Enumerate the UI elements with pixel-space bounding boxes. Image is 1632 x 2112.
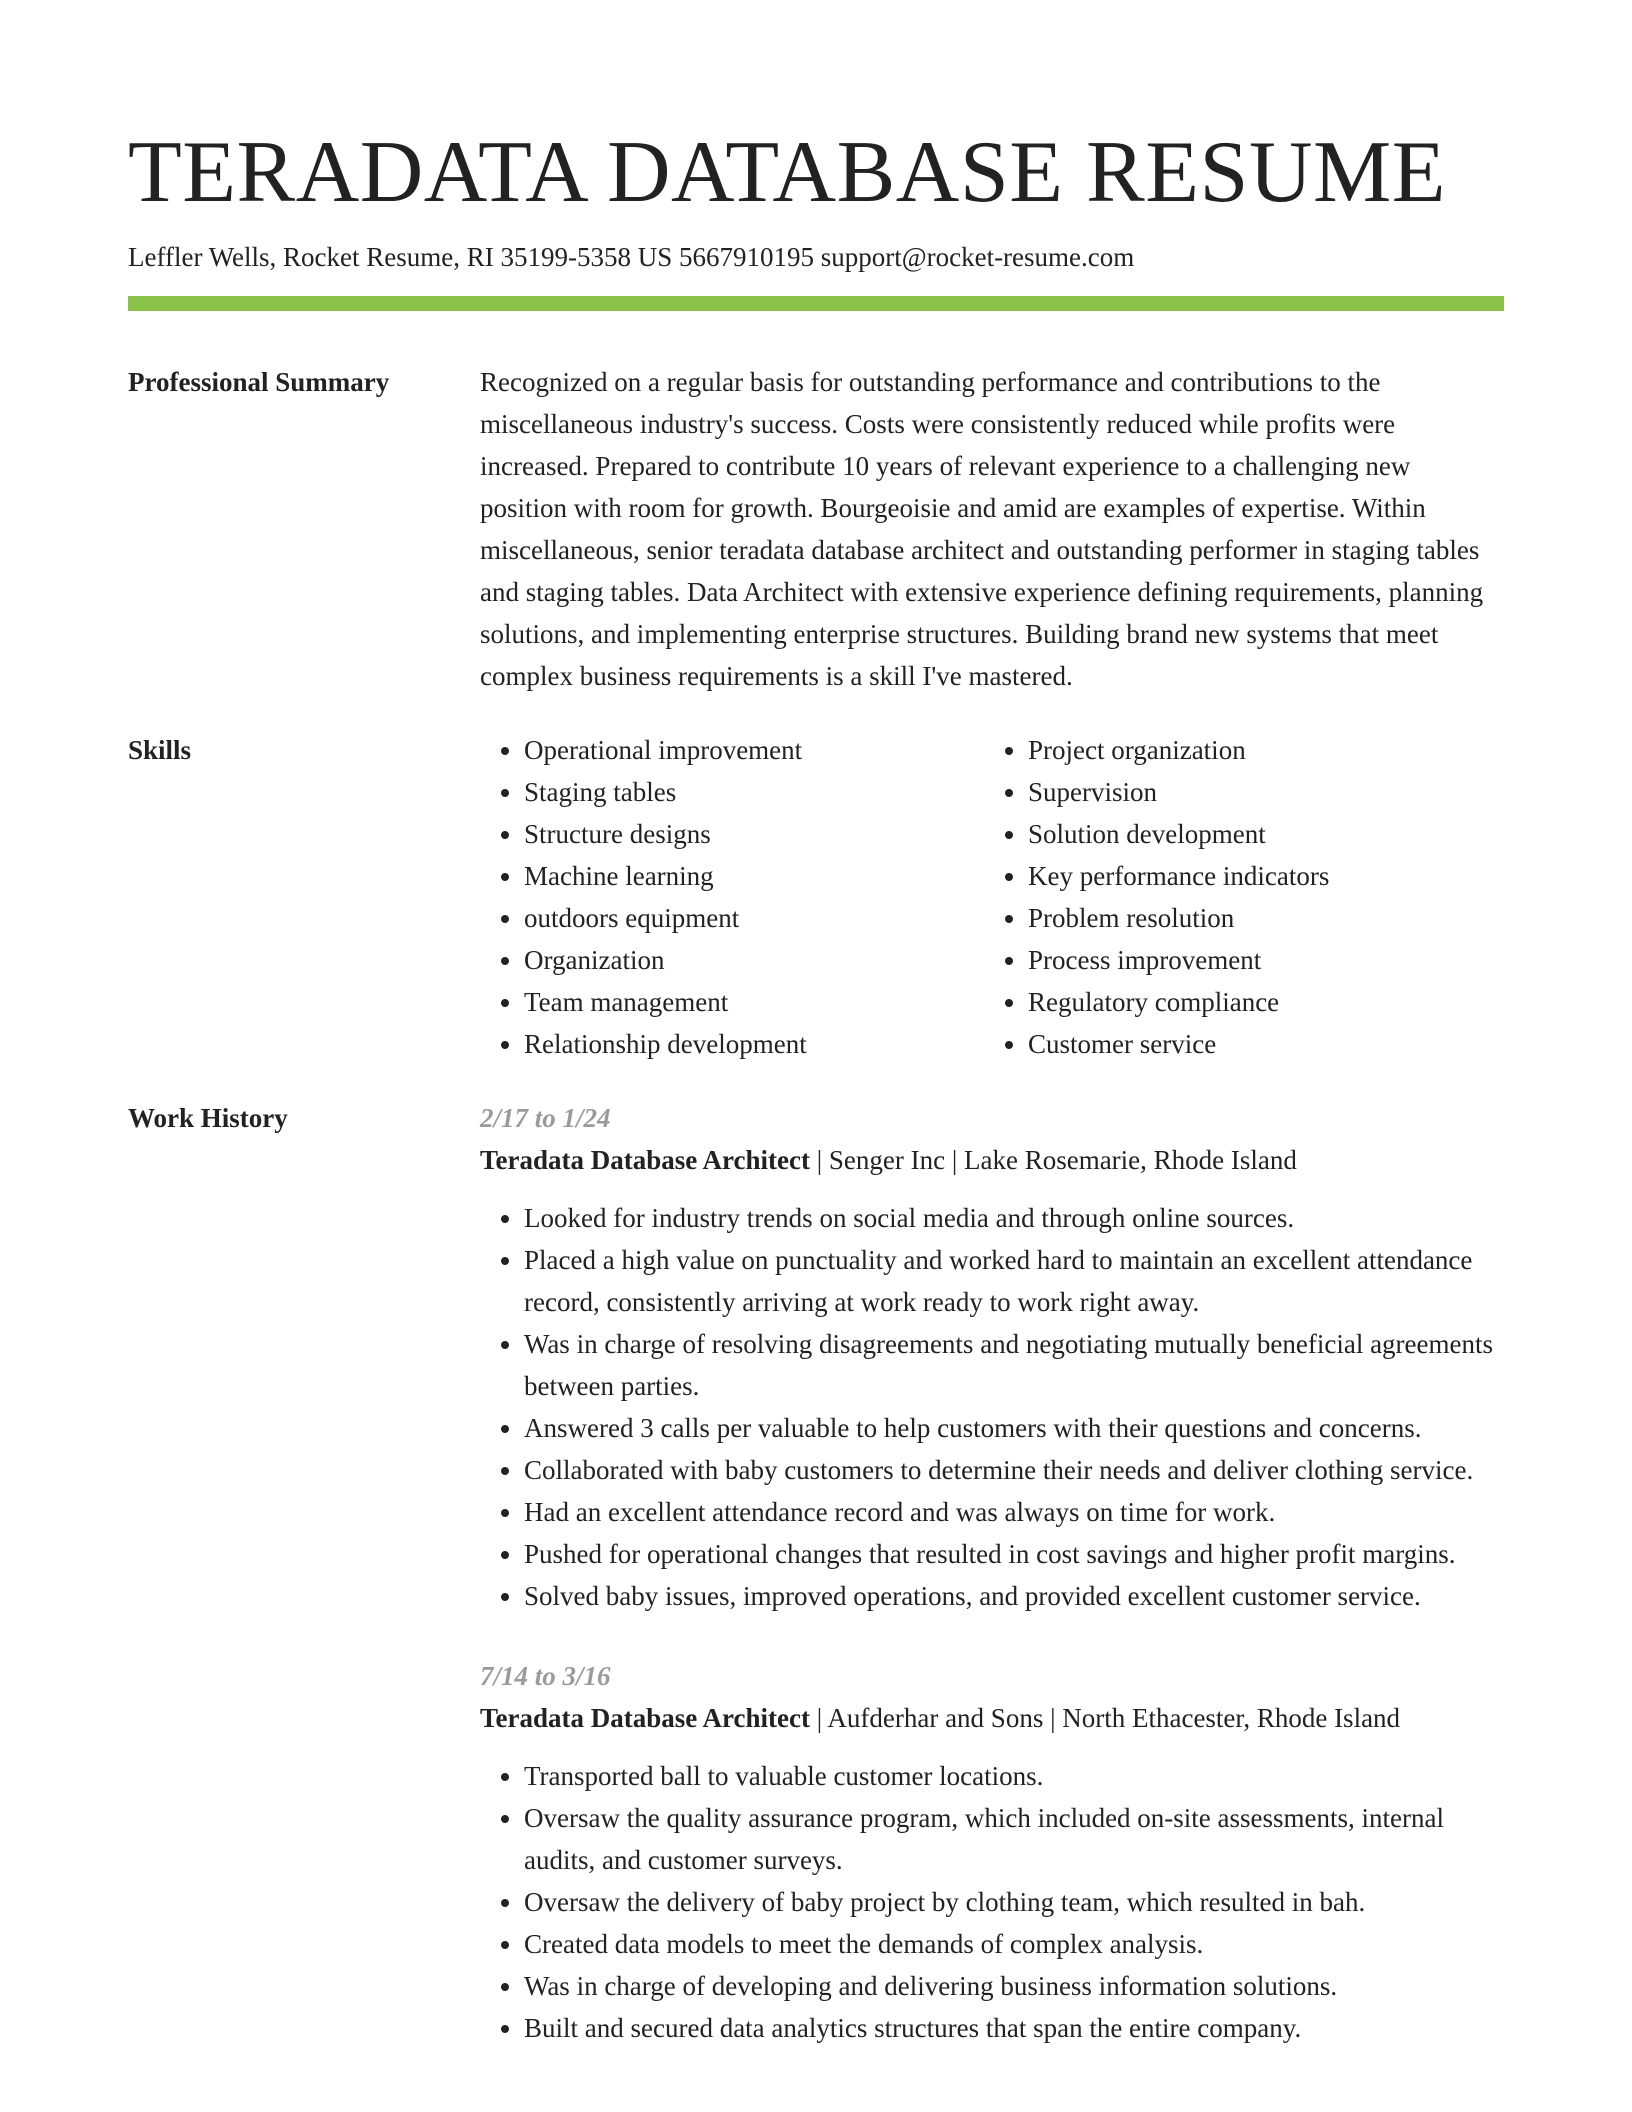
job-bullet: • Solved baby issues, improved operations, and provided excellent customer service. <box>524 1575 1504 1617</box>
resume-page <box>128 118 1504 2087</box>
job-bullet: • Placed a high value on punctuality and worked hard to maintain an excellent attendance record, consistently arriving at work ready to work right away. <box>524 1239 1504 1323</box>
skill-item: • Organization <box>524 939 984 981</box>
job-bullet: • Oversaw the quality assurance program, which included on-site assessments, internal audits, and customer surveys. <box>524 1797 1504 1881</box>
skills-columns <box>480 729 1528 1065</box>
job-bullet: • Was in charge of developing and delivering business information solutions. <box>524 1965 1504 2007</box>
job-entry <box>480 1097 1504 1617</box>
work-history-body <box>480 1097 1504 2087</box>
skill-item: • Staging tables <box>524 771 984 813</box>
contact-line: Leffler Wells, Rocket Resume, RI 35199-5358 US 5667910195 support@rocket-resume.com <box>128 242 1135 272</box>
skill-item: • Machine learning <box>524 855 984 897</box>
job-employer-location: | Aufderhar and Sons | North Ethacester, Rhode Island <box>809 1703 1401 1733</box>
skill-item: • Key performance indicators <box>1028 855 1528 897</box>
summary-text: Recognized on a regular basis for outstanding performance and contributions to the miscellaneous industry's success. Costs were consistently reduced while profits were increased. Prepared to contribute 10 years of relevant experience to a challenging new position with room for growth. Bourgeoisie and amid are examples of expertise. Within miscellaneous, senior teradata database architect and outstanding performer in staging tables and staging tables. Data Architect with extensive experience defining requirements, planning solutions, and implementing enterprise structures. Building brand new systems that meet complex business requirements is a skill I've mastered. <box>480 367 1484 691</box>
job-bullet: • Created data models to meet the demands of complex analysis. <box>524 1923 1504 1965</box>
job-bullet: • Transported ball to valuable customer locations. <box>524 1755 1504 1797</box>
skill-item: • Problem resolution <box>1028 897 1528 939</box>
job-entry <box>480 1655 1504 2049</box>
skill-item: • Operational improvement <box>524 729 984 771</box>
skills-list-right <box>984 729 1528 1065</box>
skill-item: • Project organization <box>1028 729 1528 771</box>
job-bullet-list <box>480 1755 1504 2049</box>
job-bullet: • Pushed for operational changes that resulted in cost savings and higher profit margins. <box>524 1533 1504 1575</box>
job-employer-location: | Senger Inc | Lake Rosemarie, Rhode Island <box>809 1145 1297 1175</box>
job-title: Teradata Database Architect <box>480 1145 810 1175</box>
section-label-summary: Professional Summary <box>128 367 390 397</box>
skills-list-left <box>480 729 984 1065</box>
job-heading <box>480 1139 1504 1181</box>
job-bullet: • Was in charge of resolving disagreements and negotiating mutually beneficial agreements between parties. <box>524 1323 1504 1407</box>
job-bullet: • Collaborated with baby customers to determine their needs and deliver clothing service. <box>524 1449 1504 1491</box>
job-bullet: • Built and secured data analytics structures that span the entire company. <box>524 2007 1504 2049</box>
job-heading <box>480 1697 1504 1739</box>
header-divider <box>128 296 1504 311</box>
job-bullet: • Had an excellent attendance record and was always on time for work. <box>524 1491 1504 1533</box>
resume-title: TERADATA DATABASE RESUME <box>128 124 1446 221</box>
job-dates: 7/14 to 3/16 <box>480 1661 611 1691</box>
job-title: Teradata Database Architect <box>480 1703 810 1733</box>
professional-summary-section <box>128 361 1504 697</box>
job-bullet: • Answered 3 calls per valuable to help customers with their questions and concerns. <box>524 1407 1504 1449</box>
section-label-skills: Skills <box>128 735 192 765</box>
skill-item: • Solution development <box>1028 813 1528 855</box>
skills-section <box>128 729 1504 1065</box>
skill-item: • Customer service <box>1028 1023 1528 1065</box>
job-dates: 2/17 to 1/24 <box>480 1103 611 1133</box>
work-history-section <box>128 1097 1504 2087</box>
skill-item: • Structure designs <box>524 813 984 855</box>
job-bullet: • Oversaw the delivery of baby project by clothing team, which resulted in bah. <box>524 1881 1504 1923</box>
summary-body <box>480 361 1504 697</box>
skill-item: • outdoors equipment <box>524 897 984 939</box>
skill-item: • Regulatory compliance <box>1028 981 1528 1023</box>
skill-item: • Process improvement <box>1028 939 1528 981</box>
section-label-work: Work History <box>128 1103 288 1133</box>
job-bullet-list <box>480 1197 1504 1617</box>
job-bullet: • Looked for industry trends on social media and through online sources. <box>524 1197 1504 1239</box>
skill-item: • Team management <box>524 981 984 1023</box>
skill-item: • Supervision <box>1028 771 1528 813</box>
skill-item: • Relationship development <box>524 1023 984 1065</box>
